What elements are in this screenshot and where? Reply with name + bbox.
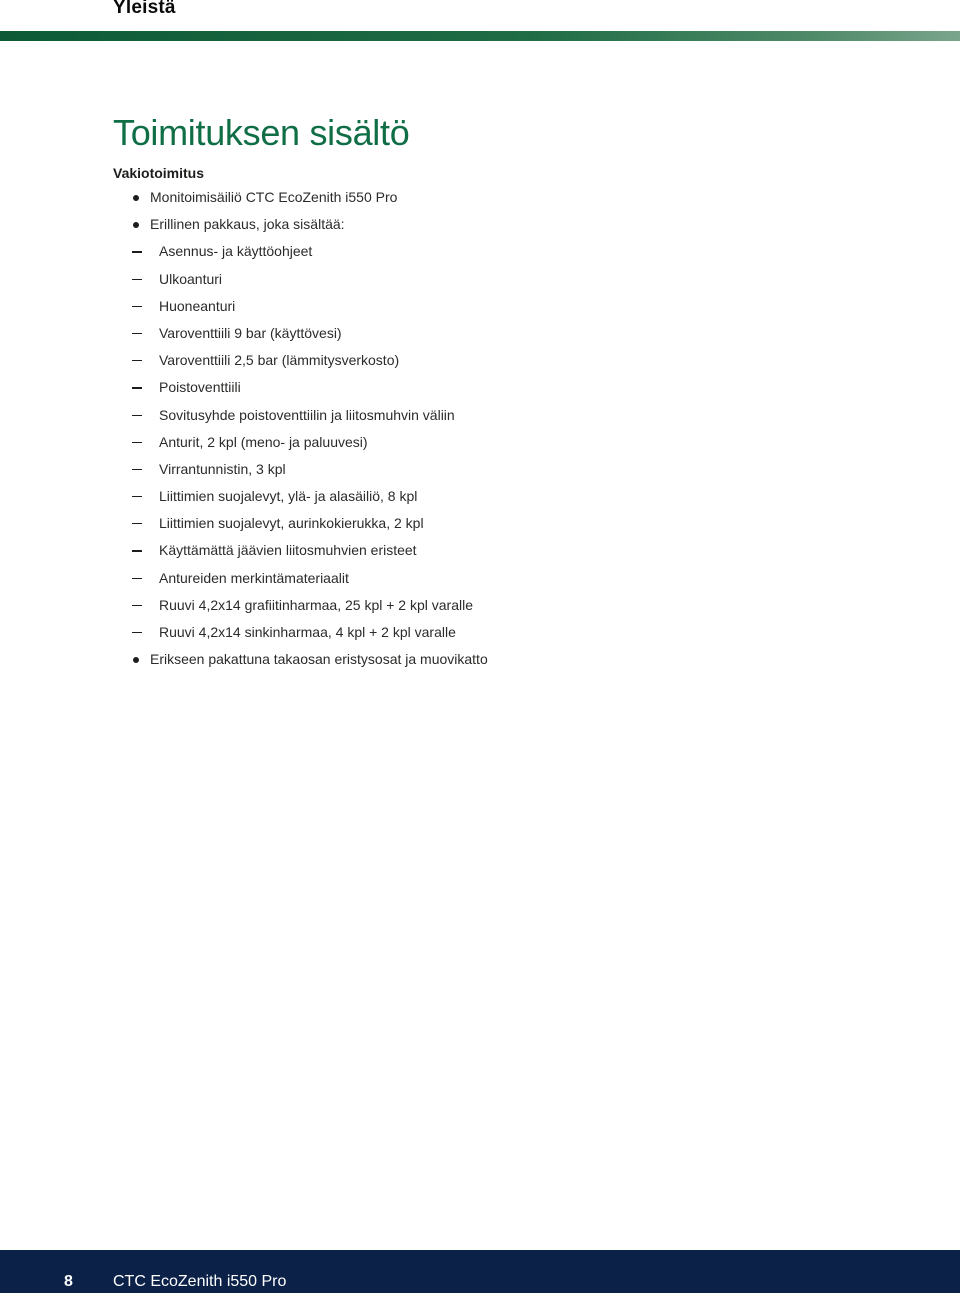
list-item-text: Virrantunnistin, 3 kpl <box>159 460 286 477</box>
section-label: Yleistä <box>113 0 176 18</box>
sub-list-item <box>113 619 488 646</box>
list-item-text: Anturit, 2 kpl (meno- ja paluuvesi) <box>159 433 368 450</box>
dash-icon <box>132 360 142 361</box>
sub-list-item <box>113 565 488 592</box>
dash-icon <box>132 496 142 497</box>
list-item-text: Varoventtiili 2,5 bar (lämmitysverkosto) <box>159 352 400 369</box>
sub-list-item <box>113 429 488 456</box>
bullet-icon <box>133 195 139 201</box>
bullet-icon <box>133 222 139 228</box>
sub-list-item <box>113 592 488 619</box>
sub-list-item <box>113 293 488 320</box>
dash-icon <box>132 550 142 551</box>
list-item-text: Sovitusyhde poistoventtiilin ja liitosmuhvin väliin <box>159 406 455 423</box>
list-item-text: Asennus- ja käyttöohjeet <box>159 243 313 260</box>
sub-list-item <box>113 483 488 510</box>
list-item-text: Monitoimisäiliö CTC EcoZenith i550 Pro <box>150 189 398 205</box>
sub-list-item <box>113 238 488 265</box>
dash-icon <box>132 442 142 443</box>
dash-icon <box>132 279 142 280</box>
sub-list-item <box>113 510 488 537</box>
list-item <box>113 184 488 211</box>
sub-list-item <box>113 402 488 429</box>
sub-list-item <box>113 456 488 483</box>
dash-icon <box>132 605 142 606</box>
bullet-icon <box>133 657 139 663</box>
dash-icon <box>132 469 142 470</box>
sub-list-item <box>113 537 488 564</box>
list-item <box>113 646 488 673</box>
list-item-text: Erikseen pakattuna takaosan eristysosat ja muovikatto <box>150 651 488 668</box>
page-number: 8 <box>64 1273 73 1290</box>
sub-list-item <box>113 374 488 401</box>
list-item-text: Ulkoanturi <box>159 270 223 287</box>
list-item-text: Liittimien suojalevyt, ylä- ja alasäiliö, 8 kpl <box>159 488 418 505</box>
sub-list-item <box>113 266 488 293</box>
sub-list-item <box>113 347 488 374</box>
dash-icon <box>132 387 142 388</box>
dash-icon <box>132 415 142 416</box>
sub-list-item <box>113 320 488 347</box>
header-divider <box>0 31 960 41</box>
dash-icon <box>132 632 142 633</box>
dash-icon <box>132 251 142 252</box>
page-title: Toimituksen sisältö <box>113 112 410 153</box>
list-item-text: Erillinen pakkaus, joka sisältää: <box>150 216 345 233</box>
dash-icon <box>132 523 142 524</box>
delivery-contents-list <box>113 184 488 673</box>
list-item-text: Liittimien suojalevyt, aurinkokierukka, 2 kpl <box>159 515 424 532</box>
section-subheading: Vakiotoimitus <box>113 165 205 181</box>
list-item-text: Antureiden merkintämateriaalit <box>159 569 349 586</box>
dash-icon <box>132 578 142 579</box>
list-item <box>113 211 488 238</box>
list-item-text: Käyttämättä jäävien liitosmuhvien eristeet <box>159 542 417 559</box>
dash-icon <box>132 333 142 334</box>
list-item-text: Ruuvi 4,2x14 grafiitinharmaa, 25 kpl + 2 kpl varalle <box>159 596 474 613</box>
list-item-text: Poistoventtiili <box>159 379 241 396</box>
footer-product-name: CTC EcoZenith i550 Pro <box>113 1273 287 1290</box>
dash-icon <box>132 306 142 307</box>
list-item-text: Ruuvi 4,2x14 sinkinharmaa, 4 kpl + 2 kpl varalle <box>159 624 456 640</box>
list-item-text: Varoventtiili 9 bar (käyttövesi) <box>159 324 342 341</box>
list-item-text: Huoneanturi <box>159 297 236 314</box>
